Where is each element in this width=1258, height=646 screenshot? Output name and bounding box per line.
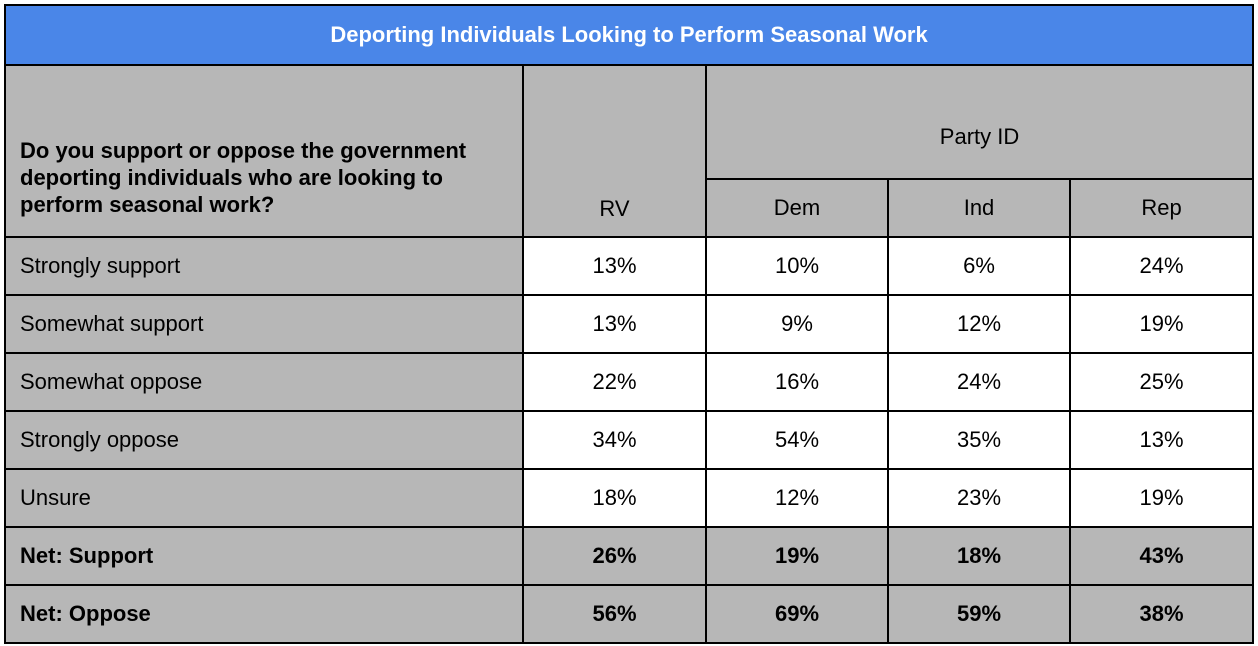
row-label: Somewhat oppose [5, 353, 523, 411]
rep-value: 43% [1070, 527, 1253, 585]
table-title: Deporting Individuals Looking to Perform Seasonal Work [5, 5, 1253, 65]
row-label: Net: Oppose [5, 585, 523, 643]
rv-value: 13% [523, 295, 706, 353]
dem-value: 69% [706, 585, 888, 643]
net-oppose-row [5, 585, 1253, 643]
question-text: Do you support or oppose the government deporting individuals who are looking to perform seasonal work? [5, 65, 523, 237]
dem-value: 9% [706, 295, 888, 353]
rv-value: 13% [523, 237, 706, 295]
ind-value: 35% [888, 411, 1070, 469]
rep-value: 25% [1070, 353, 1253, 411]
rep-value: 19% [1070, 295, 1253, 353]
row-label: Somewhat support [5, 295, 523, 353]
ind-value: 23% [888, 469, 1070, 527]
rep-value: 24% [1070, 237, 1253, 295]
ind-value: 12% [888, 295, 1070, 353]
ind-value: 6% [888, 237, 1070, 295]
table-row [5, 469, 1253, 527]
dem-column-header: Dem [706, 179, 888, 237]
rep-value: 13% [1070, 411, 1253, 469]
rep-value: 19% [1070, 469, 1253, 527]
header-row-1 [5, 65, 1253, 179]
dem-value: 10% [706, 237, 888, 295]
ind-column-header: Ind [888, 179, 1070, 237]
row-label: Strongly oppose [5, 411, 523, 469]
ind-value: 24% [888, 353, 1070, 411]
rv-value: 56% [523, 585, 706, 643]
rep-value: 38% [1070, 585, 1253, 643]
table-row [5, 353, 1253, 411]
rv-column-header: RV [523, 65, 706, 237]
row-label: Strongly support [5, 237, 523, 295]
dem-value: 16% [706, 353, 888, 411]
ind-value: 18% [888, 527, 1070, 585]
rv-value: 26% [523, 527, 706, 585]
title-row [5, 5, 1253, 65]
row-label: Unsure [5, 469, 523, 527]
rep-column-header: Rep [1070, 179, 1253, 237]
rv-value: 18% [523, 469, 706, 527]
dem-value: 19% [706, 527, 888, 585]
party-id-header: Party ID [706, 65, 1253, 179]
table-row [5, 295, 1253, 353]
table-row [5, 237, 1253, 295]
poll-table-container [4, 4, 1254, 644]
table-row [5, 411, 1253, 469]
ind-value: 59% [888, 585, 1070, 643]
row-label: Net: Support [5, 527, 523, 585]
dem-value: 54% [706, 411, 888, 469]
poll-results-table [4, 4, 1254, 644]
rv-value: 34% [523, 411, 706, 469]
net-support-row [5, 527, 1253, 585]
dem-value: 12% [706, 469, 888, 527]
rv-value: 22% [523, 353, 706, 411]
